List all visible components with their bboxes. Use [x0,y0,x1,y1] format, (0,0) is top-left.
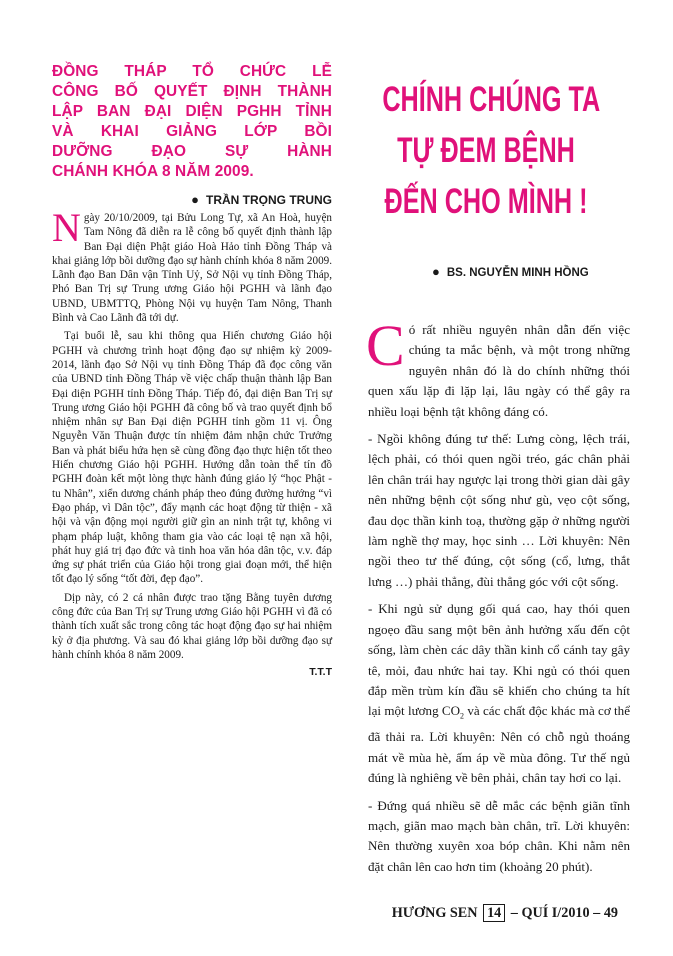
paragraph: Dịp này, có 2 cá nhân được trao tặng Bằng tuyên dương công đức của Ban Trị sự Trung ương Giáo hội PGHH vì đã có thành tích xuất sắc trong công tác hoạt động đạo sự hai nhiệm kỳ ở địa phương. Và sau đó khai giảng lớp bồi dưỡng đạo sự hành chính khóa 8 năm 2009. [52,591,332,661]
left-article-title [52,62,332,182]
title-line: CHÁNH KHÓA 8 NĂM 2009. [52,163,254,180]
title-line: CHÍNH CHÚNG TA [382,80,601,119]
right-article-header [342,74,630,279]
left-article-body [52,205,332,662]
left-article [52,62,332,678]
bullet-icon: ● [191,192,199,207]
page-number: 49 [603,905,618,921]
signoff: T.T.T [309,666,332,679]
page-footer [392,905,618,922]
paragraph: - Đứng quá nhiều sẽ dễ mắc các bệnh giãn tĩnh mạch, giãn mao mạch bàn chân, trĩ. Lời khuyên: Nên thường xuyên xoa bóp chân. Khi nằm nên đặt chân lên cao hơn tim (khoảng 20 phút). [368,797,630,874]
title-line: TỰ ĐEM BỆNH [397,131,575,170]
title-line: CÔNG BỐ QUYẾT ĐỊNH THÀNH [52,83,332,100]
issue-number: 14 [483,904,505,922]
paragraph [368,599,630,788]
drop-cap: C [366,313,405,378]
right-article-body [366,313,631,884]
title-line: VÀ KHAI GIẢNG LỚP BỒI [52,123,332,140]
issue-period: – QUÍ I/2010 – [510,905,601,921]
paragraph [52,205,332,325]
author-name: BS. NGUYỄN MINH HỒNG [446,267,589,279]
title-line: ĐẾN CHO MÌNH ! [384,182,588,221]
paragraph-text: - Khi ngủ sử dụng gối quá cao, hay thói quen ngoẹo đầu sang một bên ảnh hưởng xấu đến cột sống, làm chèn các dây thần kinh cổ cánh tay gây tê, mỏi, đau nhức hai tay. Khi ngủ có thói quen đắp mền trùm kín đầu sẽ khiến cho chúng ta hít lại một lương CO [368,601,630,719]
right-article-byline [432,264,642,279]
paragraph [366,313,630,422]
title-line: DƯỠNG ĐẠO SỰ HÀNH [52,143,332,160]
drop-cap: N [52,205,81,250]
paragraph: - Ngồi không đúng tư thế: Lưng còng, lệch trái, lệch phải, có thói quen ngồi tréo, gác chân phải lên chân trái hay ngược lại trong thời gian dài gây nên những bệnh cột sống như gù, vẹo cột sống, đau dọc thần kinh toạ, thường gặp ở những người làm nghề thợ may, học sinh … Lời khuyên: Nên ngồi theo tư thế đúng, cột sống (cổ, lưng, thắt lưng …) phải thẳng, đùi thẳng góc với cột sống. [368,431,630,589]
title-line: LẬP BAN ĐẠI DIỆN PGHH TỈNH [52,103,332,120]
bullet-icon: ● [432,264,440,279]
paragraph-text: và các chất độc khác mà cơ thể đã thải ra. Lời khuyên: Nên có chỗ ngủ thoáng mát về mùa hè, ấm áp về mùa đông. Tư thế ngủ đúng là nghiêng về bên phải, chân tay hơi co lại. [368,703,631,786]
paragraph-text: ó rất nhiều nguyên nhân dẫn đến việc chúng ta mắc bệnh, và một trong những nguyên nhân đó là do chính những thói quen xấu lặp đi lặp lại, lâu ngày có thể gây ra nhiều loại bệnh tật không đáng có. [368,322,630,419]
magazine-name: HƯƠNG SEN [391,905,478,921]
paragraph: Tại buổi lễ, sau khi thông qua Hiến chương Giáo hội PGHH và chương trình hoạt động đạo sự nhiệm kỳ 2009-2014, lãnh đạo Sở Nội vụ tỉnh Đồng Tháp đã đọc công văn của UBND tỉnh Đồng Tháp về việc chấp thuận thành lập Ban Đại diện PGHH tỉnh Đồng Tháp. Tiếp đó, đại diện Ban Trị sự Trung ương Giáo hội PGHH đã công bố và trao quyết định bổ nhiệm nhân sự Ban Đại diện PGHH tỉnh gồm 11 vị. Ông Nguyễn Văn Thuận được tín nhiệm đảm nhận chức Trưởng Ban và phát biểu hứa hẹn sẽ cùng đồng đạo thực hiện tốt theo Hiến chương Giáo hội PGHH. Hướng dẫn toàn thể tín đồ PGHH đoàn kết một lòng thực hành đúng giáo lý “học Phật - tu Nhân”, xiển dương chánh pháp theo đúng đường hướng “vì Đạo pháp, vì Dân tộc”, đẩy mạnh các hoạt động từ thiện - xã hội và vận động mọi người giữ gìn an ninh trật tự, không vi phạm pháp luật, không tham gia vào các loại tệ nạn xã hội, phát huy giá trị đạo đức và tinh hoa văn hóa dân tộc, v.v. đáp ứng sự phát triển của Giáo hội trong giai đoạn mới, thể hiện tốt đạo lý sống “tốt đời, đẹp đạo”. [52,330,332,586]
author-name: TRẦN TRỌNG TRUNG [206,193,332,207]
paragraph-text: gày 20/10/2009, tại Bửu Long Tự, xã An Hoà, huyện Tam Nông đã diễn ra lễ công bố quyết định thành lập Ban Đại diện Phật giáo Hoà Hảo tỉnh Đồng Tháp và khai giảng lớp bồi dưỡng đạo sự hành chính khóa 8 năm 2009. Lãnh đạo Ban Dân vận Tỉnh Uỷ, Sở Nội vụ tỉnh Đồng Tháp, Phó Ban Trị sự Trung ương Giáo hội PGHH và lãnh đạo UBND, UBMTTQ, Phòng Nội vụ huyện Tam Nông, Thanh Bình và Cao Lãnh đã tới dự. [52,212,332,325]
subscript: 2 [460,711,465,721]
right-article-title [382,74,601,227]
left-article-byline [52,192,332,207]
title-line: ĐỒNG THÁP TỔ CHỨC LỄ [52,63,332,80]
